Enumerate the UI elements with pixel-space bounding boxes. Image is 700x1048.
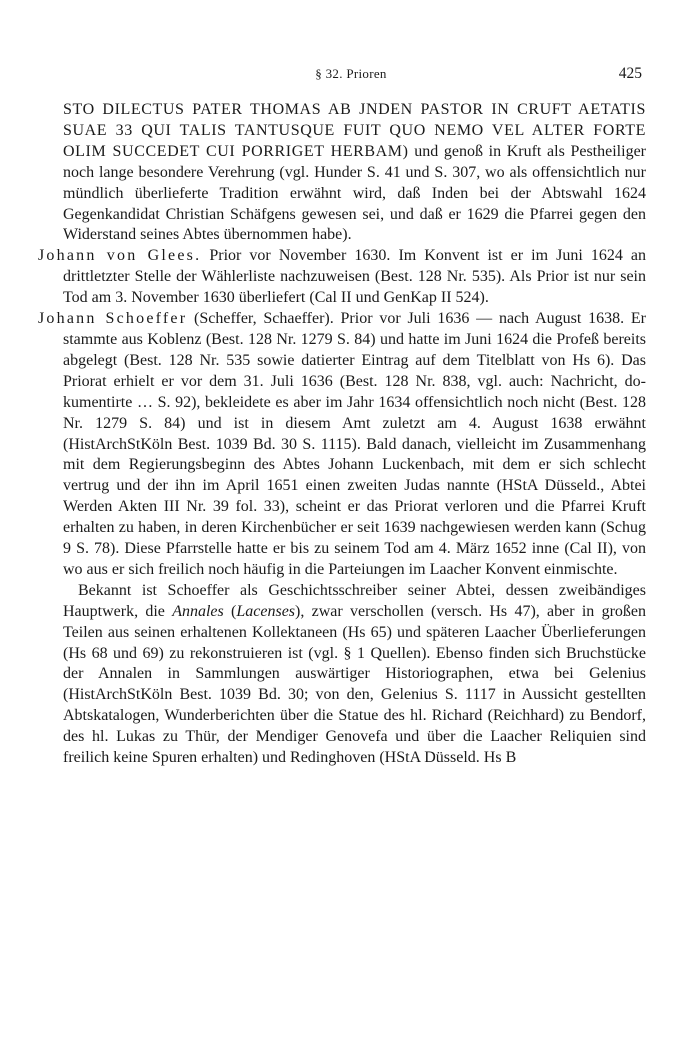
work-title-annales: Annales <box>172 602 224 620</box>
entry-text: Prior vor November 1630. Im Konvent ist er im Juni 1624 an drittletzter Stelle der Wählerliste nachzuweisen (Best. 128 Nr. 535). Als Prior ist nur sein Tod am 3. November 1630 überliefert (Cal II und GenKap II 524). <box>63 247 646 307</box>
entry-text: (Scheffer, Schaeffer). Prior vor Juli 1636 — nach August 1638. Er stammte aus Koblenz (Best. 128 Nr. 1279 S. 84) und hatte im Juni 1624 die Profeß bereits abgelegt (Best. 128 Nr. 535 sowie datierter Eintrag auf dem Titelblatt von Hs 6). Das Priorat erhielt er vor dem 31. Juli 1636 (Best. 128 Nr. 838, vgl. auch: Nachricht, dokumentirte … S. 92), bekleidete es aber im Jahr 1634 offensichtlich noch nicht (Best. 128 Nr. 1279 S. 84) und ist in diesem Amt zuletzt am 4. August 1638 erwähnt (HistArchStKöln Best. 1039 Bd. 30 S. 1115). Bald danach, vielleicht im Zusammenhang mit dem Regierungsbeginn des Abtes Johann Luckenbach, mit dem er sich schlecht vertrug und der ihn im April 1651 einen zweiten Judas nannte (HStA Düsseld., Abtei Werden Akten III Nr. 39 fol. 33), scheint er das Priorat verloren und die Pfarrei Kruft erhalten zu haben, in deren Kirchenbücher er seit 1639 nachgewiesen werden kann (Schug 9 S. 78). Diese Pfarrstelle hatte er bis zu seinem Tod am 4. März 1652 inne (Cal II), von wo aus er sich freilich noch häufig in die Parteiungen im Laacher Konvent einmischte. <box>63 310 646 578</box>
entry-name: Johann Schoeffer <box>38 310 188 328</box>
paragraph-text-after: ), zwar verschollen (versch. Hs 47), aber in großen Teilen aus seinen erhaltenen Kollektaneen (Hs 65) und späteren Laacher Überlieferungen (Hs 68 und 69) zu rekonstruieren ist (vgl. § 1 Quellen). Ebenso finden sich Bruchstücke der Annalen in Sammlungen auswärtiger Historiographen, etwa bei Gelenius (HistArchStKöln Best. 1039 Bd. 30; von den, Gelenius S. 1117 in Aussicht gestellten Abtskatalogen, Wunderberichten über die Statue des hl. Richard (Reichhard) zu Bendorf, des hl. Lukas zu Thür, der Mendiger Genovefa und über die Laacher Reliquien sind freilich keine Spuren erhalten) und Redinghoven (HStA Düsseld. Hs B <box>63 602 647 767</box>
body-text <box>38 100 646 769</box>
paragraph-text: und genoß in Kruft als Pestheiliger noch lange besondere Verehrung (vgl. Hunder S. 41 und S. 307, wo als offensichtlich nur mündlich überlieferte Tradition erwähnt wird, daß Inden bei der Abtswahl 1624 Gegenkandidat Christian Schäfgens gewesen sei, und daß er 1629 die Pfarrei gegen den Widerstand seines Abtes übernommen habe). <box>63 142 646 244</box>
work-title-lacenses: Lacenses <box>236 602 296 620</box>
prior-entry-schoeffer <box>38 309 646 581</box>
section-title: § 32. Prioren <box>315 66 387 81</box>
page-number: 425 <box>618 65 642 82</box>
paragraph-inscription-continuation <box>38 100 646 246</box>
inscription-text: STO DILECTUS PATER THOMAS AB JNDEN PASTOR IN CRUFT AETATIS SUAE 33 QUI TALIS TANTUSQUE FUIT QUO NEMO VEL ALTER FORTE OLIM SUCCEDET CUI PORRIGET HERBAM) <box>63 101 646 160</box>
prior-entry-glees <box>38 246 646 309</box>
paragraph-text-before: Bekannt ist Schoeffer als Geschichtsschreiber seiner Abtei, dessen zweibändiges Hauptwerk, die <box>63 581 646 620</box>
entry-name: Johann von Glees. <box>38 247 202 265</box>
paragraph-text-middle: ( <box>223 602 237 620</box>
paragraph-annales <box>38 581 646 769</box>
running-head <box>56 66 646 86</box>
